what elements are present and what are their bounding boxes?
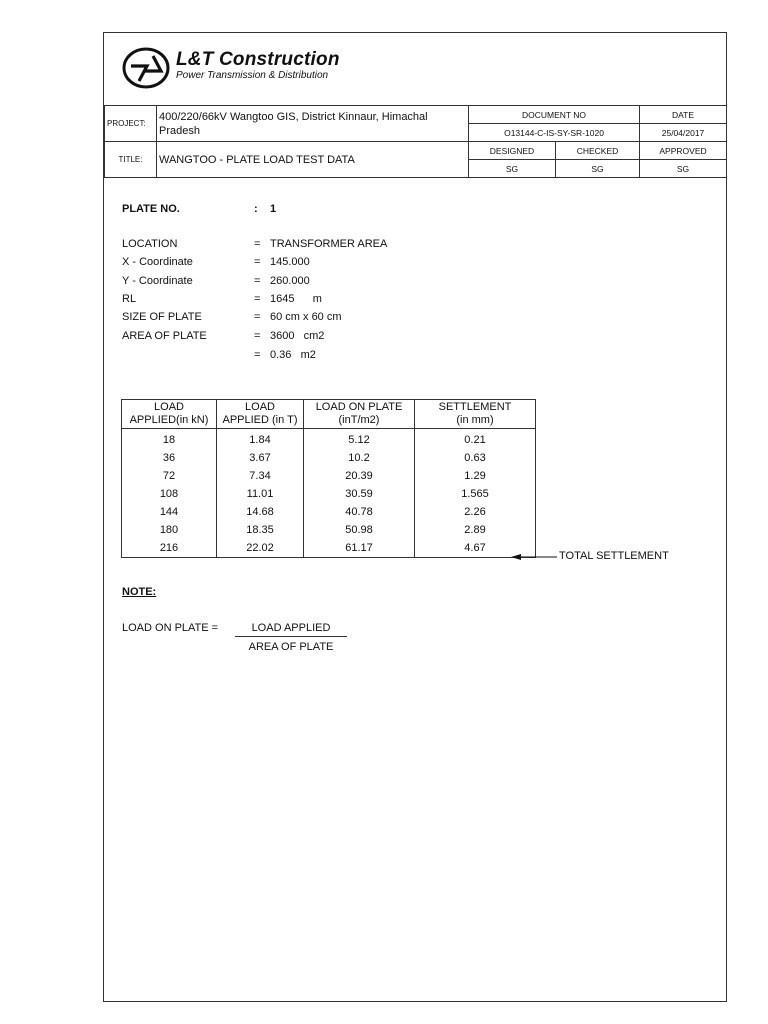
field-label: AREA OF PLATE bbox=[122, 330, 207, 342]
table-row bbox=[122, 503, 536, 521]
field-separator: = bbox=[254, 275, 261, 287]
plate-no-separator: : bbox=[254, 203, 258, 215]
document-sheet bbox=[103, 32, 727, 1002]
date-value: 25/04/2017 bbox=[640, 124, 727, 142]
cell-load-t: 22.02 bbox=[217, 539, 304, 558]
cell-load-on-plate: 40.78 bbox=[304, 503, 415, 521]
table-row bbox=[122, 521, 536, 539]
note-heading: NOTE: bbox=[122, 586, 157, 598]
cell-settlement: 0.21 bbox=[415, 429, 536, 450]
cell-settlement: 4.67 bbox=[415, 539, 536, 558]
field-label: Y - Coordinate bbox=[122, 275, 193, 287]
checked-label: CHECKED bbox=[556, 142, 640, 160]
cell-load-kn: 108 bbox=[122, 485, 217, 503]
field-separator: = bbox=[254, 293, 261, 305]
arrow-left-icon bbox=[509, 547, 559, 567]
column-header: SETTLEMENT (in mm) bbox=[415, 400, 536, 429]
column-header: LOAD APPLIED (in T) bbox=[217, 400, 304, 429]
formula-denominator: AREA OF PLATE bbox=[248, 641, 334, 653]
formula-numerator: LOAD APPLIED bbox=[235, 622, 347, 637]
document-no: O13144-C-IS-SY-SR-1020 bbox=[469, 124, 640, 142]
cell-load-t: 7.34 bbox=[217, 467, 304, 485]
field-value: 60 cm x 60 cm bbox=[270, 311, 342, 323]
total-settlement-callout bbox=[509, 547, 689, 567]
cell-load-t: 14.68 bbox=[217, 503, 304, 521]
document-no-label: DOCUMENT NO bbox=[469, 106, 640, 124]
checked-value: SG bbox=[556, 160, 640, 178]
cell-load-kn: 36 bbox=[122, 449, 217, 467]
total-settlement-label: TOTAL SETTLEMENT bbox=[559, 550, 669, 562]
letterhead bbox=[104, 33, 726, 105]
field-separator: = bbox=[254, 238, 261, 250]
plate-no-label: PLATE NO. bbox=[122, 203, 180, 215]
project-label: PROJECT: bbox=[105, 106, 157, 142]
cell-load-on-plate: 20.39 bbox=[304, 467, 415, 485]
cell-load-t: 18.35 bbox=[217, 521, 304, 539]
cell-load-on-plate: 5.12 bbox=[304, 429, 415, 450]
table-header-row bbox=[122, 400, 536, 429]
field-value: 1645 m bbox=[270, 293, 322, 305]
field-value: TRANSFORMER AREA bbox=[270, 238, 388, 250]
cell-load-t: 11.01 bbox=[217, 485, 304, 503]
table-row bbox=[122, 485, 536, 503]
title-block bbox=[104, 105, 727, 178]
date-label: DATE bbox=[640, 106, 727, 124]
cell-settlement: 2.89 bbox=[415, 521, 536, 539]
field-label: X - Coordinate bbox=[122, 256, 193, 268]
cell-load-t: 1.84 bbox=[217, 429, 304, 450]
approved-value: SG bbox=[640, 160, 727, 178]
table-row bbox=[122, 467, 536, 485]
field-label: RL bbox=[122, 293, 137, 305]
cell-settlement: 1.29 bbox=[415, 467, 536, 485]
company-name: L&T Construction bbox=[176, 49, 340, 70]
field-value: 3600 cm2 bbox=[270, 330, 325, 342]
field-separator: = bbox=[254, 311, 261, 323]
table-row bbox=[122, 449, 536, 467]
company-division: Power Transmission & Distribution bbox=[176, 70, 329, 81]
cell-load-kn: 216 bbox=[122, 539, 217, 558]
cell-load-on-plate: 30.59 bbox=[304, 485, 415, 503]
formula-lhs: LOAD ON PLATE = bbox=[122, 622, 219, 634]
cell-settlement: 2.26 bbox=[415, 503, 536, 521]
designed-value: SG bbox=[469, 160, 556, 178]
project-value: 400/220/66kV Wangtoo GIS, District Kinnaur, Himachal Pradesh bbox=[157, 106, 469, 142]
field-value: 145.000 bbox=[270, 256, 310, 268]
cell-load-kn: 72 bbox=[122, 467, 217, 485]
field-label: LOCATION bbox=[122, 238, 178, 250]
title-label: TITLE: bbox=[105, 142, 157, 178]
cell-load-kn: 180 bbox=[122, 521, 217, 539]
field-separator: = bbox=[254, 349, 261, 361]
approved-label: APPROVED bbox=[640, 142, 727, 160]
cell-load-on-plate: 50.98 bbox=[304, 521, 415, 539]
field-separator: = bbox=[254, 330, 261, 342]
cell-load-kn: 18 bbox=[122, 429, 217, 450]
cell-load-kn: 144 bbox=[122, 503, 217, 521]
table-row bbox=[122, 429, 536, 450]
title-value: WANGTOO - PLATE LOAD TEST DATA bbox=[157, 142, 469, 178]
cell-load-t: 3.67 bbox=[217, 449, 304, 467]
field-separator: = bbox=[254, 256, 261, 268]
table-row bbox=[122, 539, 536, 558]
designed-label: DESIGNED bbox=[469, 142, 556, 160]
column-header: LOAD ON PLATE (inT/m2) bbox=[304, 400, 415, 429]
plate-load-table bbox=[121, 399, 536, 558]
lt-logo-icon bbox=[122, 47, 170, 89]
field-value: 0.36 m2 bbox=[270, 349, 316, 361]
cell-load-on-plate: 10.2 bbox=[304, 449, 415, 467]
plate-no-value: 1 bbox=[270, 203, 277, 215]
cell-settlement: 0.63 bbox=[415, 449, 536, 467]
cell-load-on-plate: 61.17 bbox=[304, 539, 415, 558]
cell-settlement: 1.565 bbox=[415, 485, 536, 503]
field-value: 260.000 bbox=[270, 275, 310, 287]
field-label: SIZE OF PLATE bbox=[122, 311, 202, 323]
column-header: LOAD APPLIED(in kN) bbox=[122, 400, 217, 429]
